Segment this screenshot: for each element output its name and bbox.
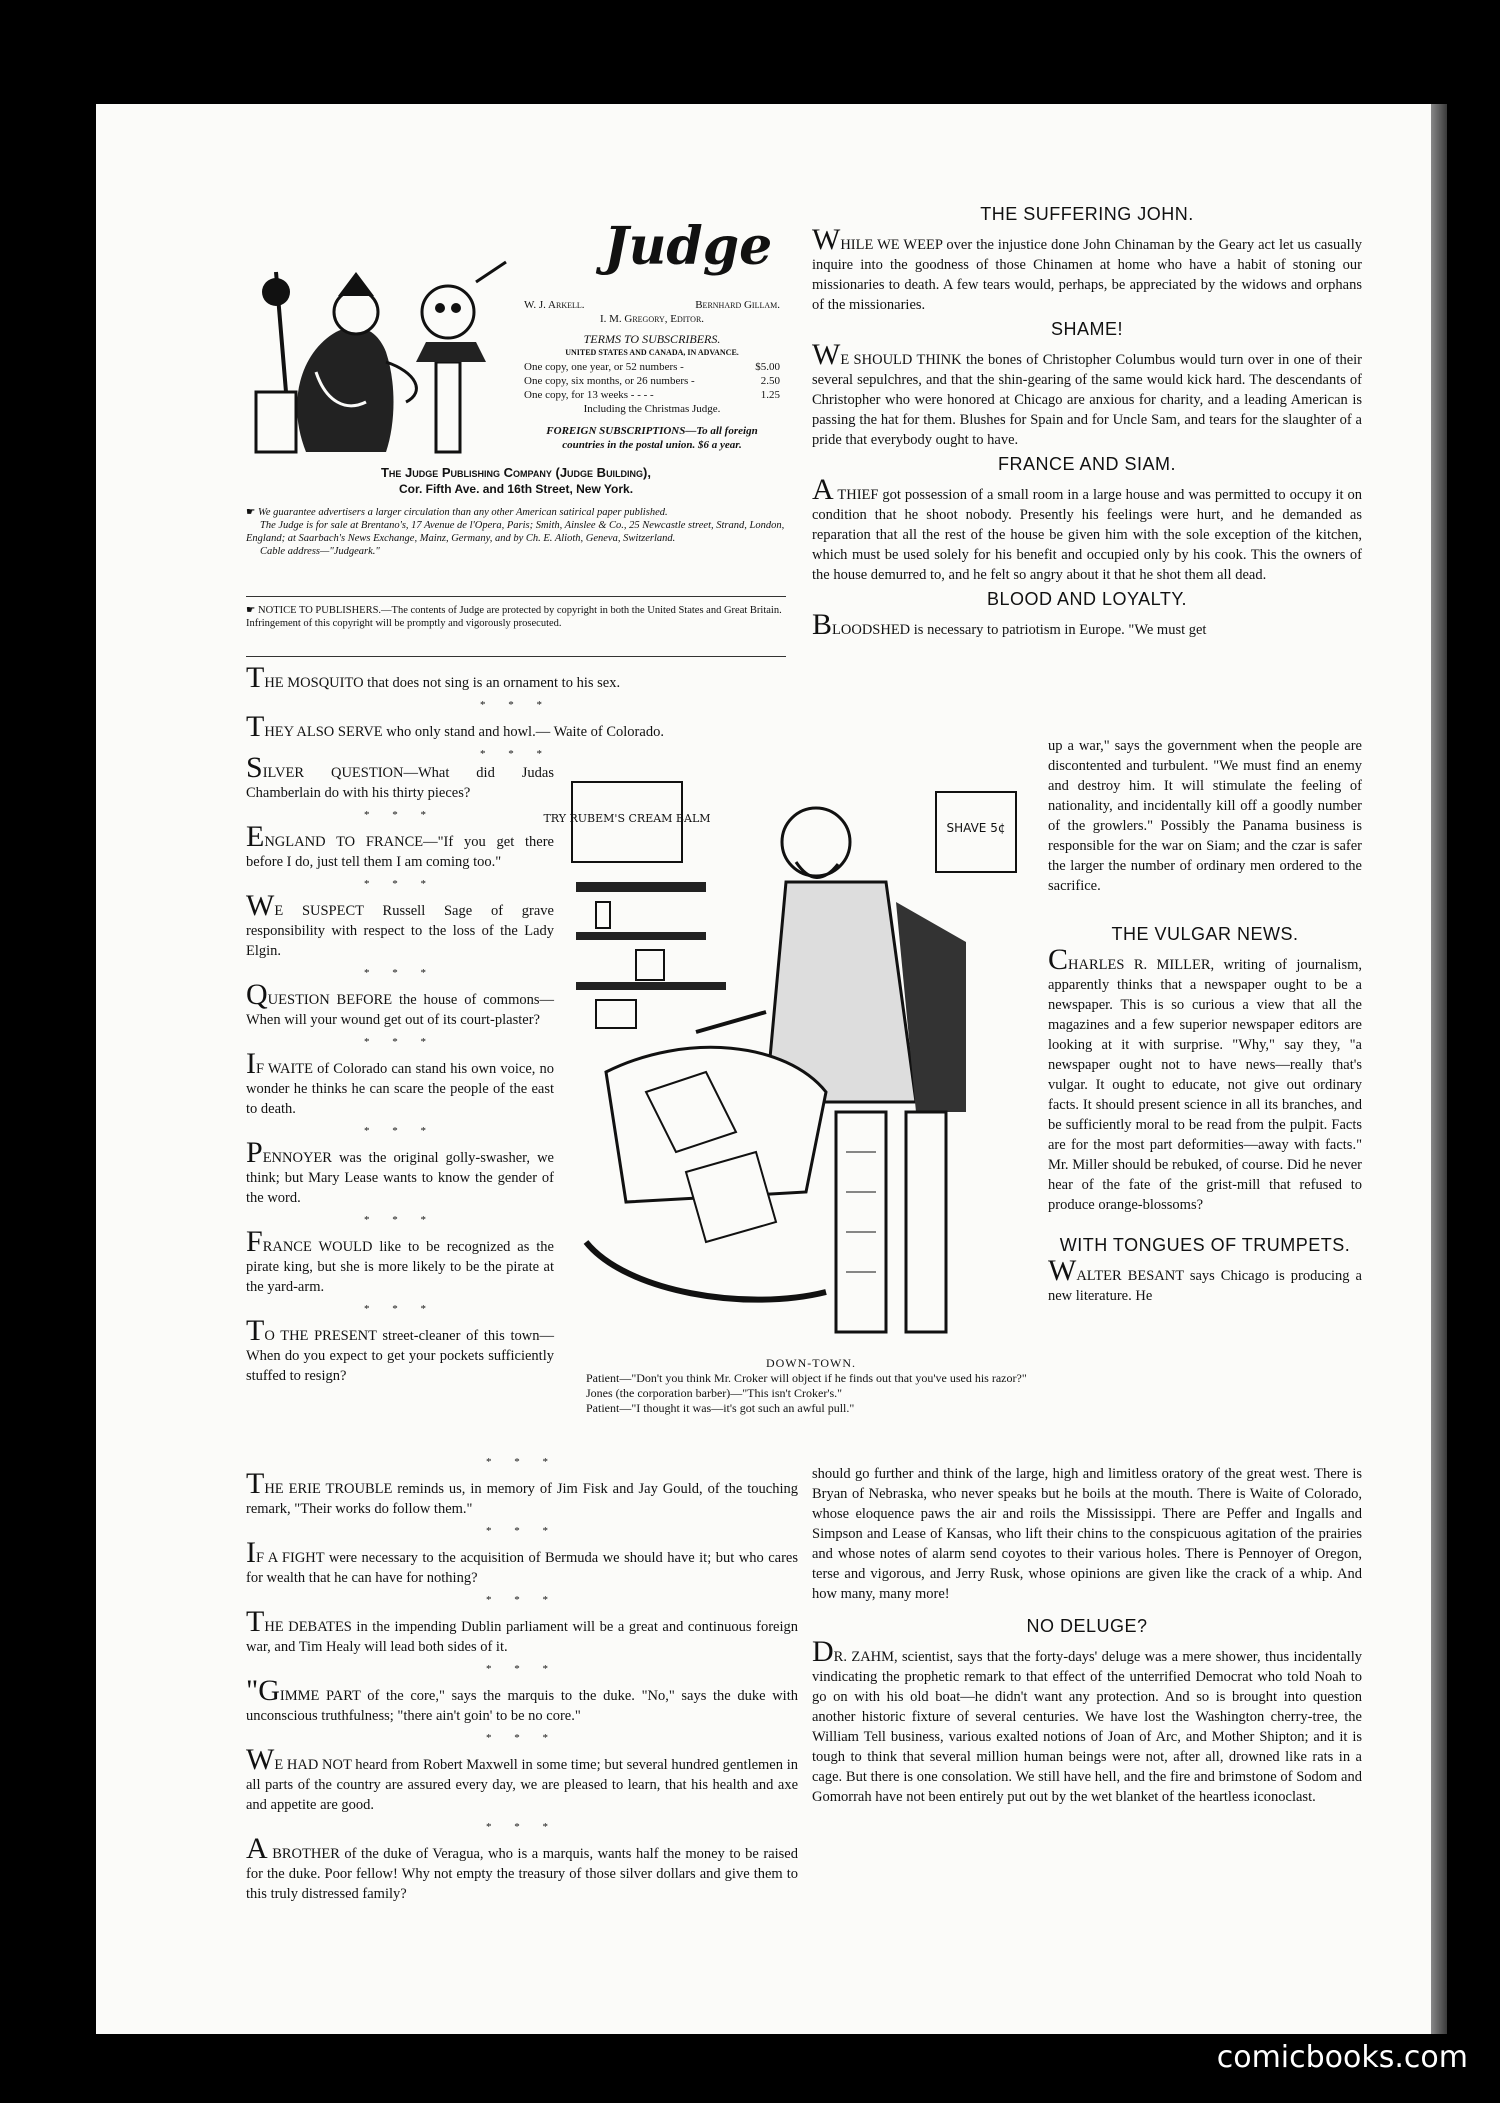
paragraph: A THIEF got possession of a small room in a large house and was permitted to occupy it on condition that he shoot nobody. Presently his feelings were hurt, and he demanded as reparation that all the rest of the house be given him with the sole exception of the kitchen, which must be used solely for his benefit and occupied only by his cook. This the owners of the house demurred to, and he felt so angry about it that he shot them all dead. xyxy=(812,473,1362,583)
left-narrow-column xyxy=(246,751,554,1388)
paragraph: WALTER BESANT says Chicago is producing a new literature. He xyxy=(1048,1254,1362,1304)
stars-separator: * * * xyxy=(486,1456,558,1468)
caption-title: DOWN-TOWN. xyxy=(765,1356,857,1370)
copyright-notice xyxy=(246,604,786,630)
pointing-hand-icon: ☛ xyxy=(246,507,259,518)
right-column-top xyxy=(812,200,1362,642)
editor-line: I. M. Gregory, Editor. xyxy=(599,313,705,325)
masthead-logo: Judge xyxy=(604,216,773,277)
stars-separator: * * * xyxy=(364,967,436,979)
article-heading: WITH TONGUES OF TRUMPETS. xyxy=(1059,1235,1351,1255)
advertising-notice xyxy=(246,506,786,558)
terms-label: One copy, one year, or 52 numbers - xyxy=(524,361,684,373)
page-spine xyxy=(1431,104,1447,2034)
terms-price: 1.25 xyxy=(760,389,780,401)
staff-left: W. J. Arkell. xyxy=(524,299,585,311)
paragraph: IF WAITE of Colorado can stand his own voice, no wonder he thinks he can scare the people of the east to death. xyxy=(246,1047,554,1117)
divider-rule xyxy=(246,656,786,657)
paragraph: ENGLAND TO FRANCE—"If you get there before I do, just tell them I am coming too." xyxy=(246,820,554,870)
cable-address: Cable address—"Judgeark." xyxy=(260,546,380,557)
illustration-caption xyxy=(586,1356,1036,1416)
article-heading: THE VULGAR NEWS. xyxy=(1111,924,1299,944)
paragraph: PENNOYER was the original golly-swasher, we think; but Mary Lease wants to know the gender of the word. xyxy=(246,1136,554,1206)
stars-separator: * * * xyxy=(480,699,552,711)
stars-separator: * * * xyxy=(486,1663,558,1675)
paragraph: SILVER QUESTION—What did Judas Chamberlain do with his thirty pieces? xyxy=(246,751,554,801)
publisher-name: The Judge Publishing Company (Judge Building), xyxy=(380,465,652,480)
paragraph: WE HAD NOT heard from Robert Maxwell in some time; but several hundred gentlemen in all parts of the country are assured every day, we are pleased to learn, that his health and axe and appetite are good. xyxy=(246,1743,798,1813)
shave-price-sign: SHAVE 5¢ xyxy=(946,821,1006,835)
terms-price: $5.00 xyxy=(755,361,780,373)
article-heading: SHAME! xyxy=(1050,319,1123,339)
caption-line: Patient—"I thought it was—it's got such an awful pull." xyxy=(586,1401,855,1415)
barber-illustration xyxy=(543,772,1042,1350)
terms-sub: UNITED STATES AND CANADA, IN ADVANCE. xyxy=(565,348,739,357)
paragraph: WE SUSPECT Russell Sage of grave responsibility with respect to the loss of the Lady Elgin. xyxy=(246,889,554,959)
copyright-copy: NOTICE TO PUBLISHERS.—The contents of Judge are protected by copyright in both the United States and Great Britain. Infringement of this copyright will be promptly and vigorously prosecuted. xyxy=(246,605,782,629)
stars-separator: * * * xyxy=(486,1821,558,1833)
paragraph: QUESTION BEFORE the house of commons—When will your wound get out of its court-plaster? xyxy=(246,978,554,1028)
paragraph: "GIMME PART of the core," says the marquis to the duke. "No," says the duke with unconscious truthfulness; "there ain't goin' to be no core." xyxy=(246,1674,798,1724)
terms-note: Including the Christmas Judge. xyxy=(583,403,721,415)
article-heading: NO DELUGE? xyxy=(1026,1616,1148,1636)
terms-row-2 xyxy=(524,374,780,388)
paragraph: THE MOSQUITO that does not sing is an ornament to his sex. xyxy=(246,661,621,694)
paragraph: THEY ALSO SERVE who only stand and howl.— Waite of Colorado. xyxy=(246,710,664,743)
stars-separator: * * * xyxy=(486,1732,558,1744)
paragraph: THE DEBATES in the impending Dublin parliament will be a great and continuous foreign war, and Tim Healy will lead both sides of it. xyxy=(246,1605,798,1655)
stars-separator: * * * xyxy=(364,1214,436,1226)
staff-row xyxy=(524,298,780,312)
paragraph: WE SHOULD THINK the bones of Christopher Columbus would turn over in one of their several sepulchres, and that the shin-gearing of the same would kick hard. The descendants of Christopher who were honored at Chicago are anxious for charity, and a leading American is passing the hat for them. Blushes for Spain and for Uncle Sam, and tears for the slaughter of a pride that everybody ought to have. xyxy=(812,338,1362,448)
paragraph: WHILE WE WEEP over the injustice done John Chinaman by the Geary act let us casually inquire into the goodness of those Chinamen at home who have a habit of stoning our missionaries to death. A few tears would, perhaps, be appreciated by the widows and orphans of the missionaries. xyxy=(812,223,1362,313)
stars-separator: * * * xyxy=(486,1594,558,1606)
stars-separator: * * * xyxy=(364,1125,436,1137)
masthead-illustration xyxy=(246,252,516,462)
paragraph: A BROTHER of the duke of Veragua, who is a marquis, wants half the money to be raised for the duke. Poor fellow! Why not empty the treasury of those silver dollars and give them to this truly distressed family? xyxy=(246,1832,798,1902)
terms-price: 2.50 xyxy=(760,375,780,387)
pointing-hand-icon: ☛ xyxy=(246,605,259,616)
terms-title: TERMS TO SUBSCRIBERS. xyxy=(583,332,721,346)
staff-right: Bernhard Gillam. xyxy=(695,299,780,311)
divider-rule xyxy=(246,596,786,597)
masthead-info xyxy=(524,298,780,452)
publisher-address: Cor. Fifth Ave. and 16th Street, New York. xyxy=(398,482,634,496)
terms-label: One copy, six months, or 26 numbers - xyxy=(524,375,695,387)
sale-text: The Judge is for sale at Brentano's, 17 Avenue de l'Opera, Paris; Smith, Ainslee & Co., 25 Newcastle street, Strand, London, England; at Saarbach's News Exchange, Mainz, Germany, and by Ch. E. Alioth, Geneva, Switzerland. xyxy=(246,520,785,544)
article-heading: FRANCE AND SIAM. xyxy=(997,454,1177,474)
paragraph: TO THE PRESENT street-cleaner of this town—When do you expect to get your pockets sufficiently stuffed to resign? xyxy=(246,1314,554,1384)
stars-separator: * * * xyxy=(364,878,436,890)
article-heading: THE SUFFERING JOHN. xyxy=(980,204,1194,224)
caption-line: Patient—"Don't you think Mr. Croker will object if he finds out that you've used his razor?" xyxy=(586,1371,1027,1385)
paragraph: IF A FIGHT were necessary to the acquisition of Bermuda we should have it; but who cares for wealth that he can have for nothing? xyxy=(246,1536,798,1586)
guarantee-text xyxy=(246,506,786,519)
stars-separator: * * * xyxy=(480,748,552,760)
left-column-top xyxy=(246,661,786,766)
foreign-subscriptions: FOREIGN SUBSCRIPTIONS—To all foreign countries in the postal union. $6 a year. xyxy=(546,425,758,451)
paragraph: BLOODSHED is necessary to patriotism in Europe. "We must get xyxy=(812,608,1207,641)
site-watermark: comicbooks.com xyxy=(1216,2040,1468,2075)
right-narrow-column xyxy=(1048,736,1362,1308)
publisher-block xyxy=(246,464,786,498)
article-heading: BLOOD AND LOYALTY. xyxy=(986,589,1188,609)
guarantee-copy: We guarantee advertisers a larger circulation than any other American satirical paper published. xyxy=(258,507,668,518)
paragraph: THE ERIE TROUBLE reminds us, in memory of Jim Fisk and Jay Gould, of the touching remark, "Their works do follow them." xyxy=(246,1467,798,1517)
paragraph: up a war," says the government when the people are discontented and turbulent. "We must find an enemy and destroy him. It will stimulate the feeling of nationality, and incidentally kill off a goodly number of the growlers." Possibly the Panama business is responsible for the war on Siam; and the czar is safer the larger the number of ordinary men ordered to the sacrifice. xyxy=(1048,738,1362,894)
paragraph: DR. ZAHM, scientist, says that the forty-days' deluge was a mere shower, thus incidentally vindicating the prophetic remark to that effect of the unterrified Democrat who told Noah to go on with his old boat—he didn't want any protection. And so is brought into question another historic fixture of several centuries. We have lost the Washington cherry-tree, the William Tell business, various exalted notions of Joan of Arc, and Mother Shipton; and it is tough to think that several million human beings were not, after all, drowned like rats in a cage. But there is one consolation. We still have hell, and the fire and brimstone of Sodom and Gomorrah have not been entirely put out by the wet blanket of the heartless iconoclast. xyxy=(812,1635,1362,1805)
right-column-bottom xyxy=(812,1464,1362,1809)
caption-line: Jones (the corporation barber)—"This isn't Croker's." xyxy=(586,1386,843,1400)
paragraph: FRANCE WOULD like to be recognized as the pirate king, but she is more likely to be the pirate at the yard-arm. xyxy=(246,1225,554,1295)
paragraph: CHARLES R. MILLER, writing of journalism, apparently thinks that a newspaper ought to be a newspaper. This is so curious a view that all the magazines and a few superior newspaper editors are looking at it with surprise. "Why," say they, "a newspaper ought not to have news—really that's vulgar. It ought to educate, not give out ordinary facts. It should present science in all its branches, and be sufficiently moral to be read from the pulpit. Facts are for the most part deformities—away with facts." Mr. Miller should be rebuked, of course. Did he never hear of the fate of the grist-mill that refused to produce orange-blossoms? xyxy=(1048,943,1362,1213)
stars-separator: * * * xyxy=(364,1036,436,1048)
stars-separator: * * * xyxy=(364,1303,436,1315)
cream-balm-sign: TRY RUBEM'S CREAM BALM xyxy=(543,812,711,825)
terms-row-3 xyxy=(524,388,780,402)
terms-row-1 xyxy=(524,360,780,374)
stars-separator: * * * xyxy=(364,809,436,821)
left-column-bottom xyxy=(246,1450,798,1906)
paragraph: should go further and think of the large, high and limitless oratory of the great west. There is Bryan of Nebraska, who never speaks but he boils at the mouth. There is Waite of Colorado, whose eloquence paws the air and roils the Mississippi. There are Peffer and Ingalls and Simpson and Lease of Kansas, who lift their chins to the conspicuous agitation of the prairies and whose notes of alarm send coyotes to their various holes. There is Pennoyer of Oregon, terse and vigorous, and Jerry Rusk, whose opinions are given like the crack of a whip. And how many, many more! xyxy=(812,1466,1362,1602)
stars-separator: * * * xyxy=(486,1525,558,1537)
terms-label: One copy, for 13 weeks - - - - xyxy=(524,389,654,401)
